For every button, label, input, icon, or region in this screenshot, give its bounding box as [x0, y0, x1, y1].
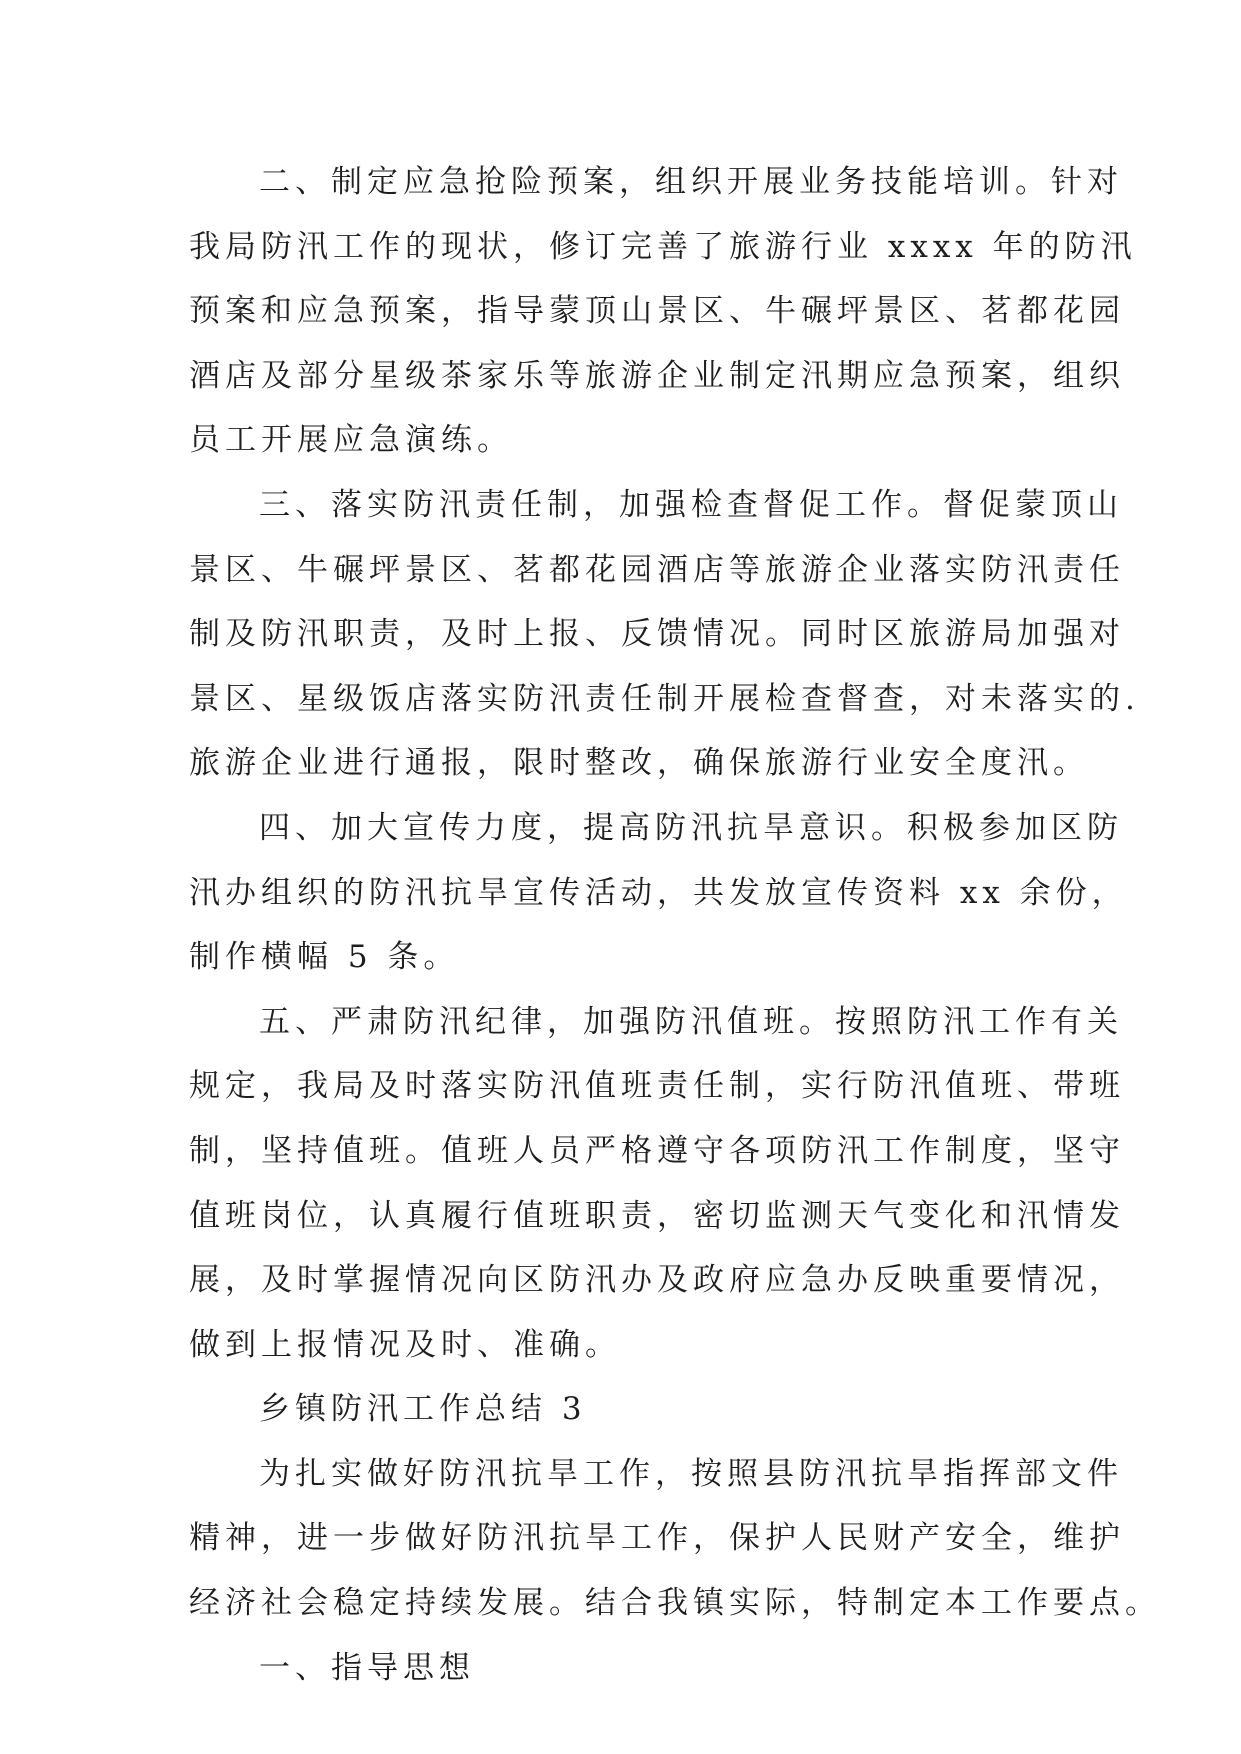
text-line: 景区、星级饭店落实防汛责任制开展检查督查，对未落实的. — [189, 680, 1140, 717]
text-line: 三、落实防汛责任制，加强检查督促工作。督促蒙顶山 — [259, 486, 1123, 523]
text-line: 酒店及部分星级茶家乐等旅游企业制定汛期应急预案，组织 — [189, 357, 1125, 394]
document-body — [189, 150, 1161, 1700]
text-line: 员工开展应急演练。 — [189, 422, 513, 459]
text-line: 我局防汛工作的现状，修订完善了旅游行业 xxxx 年的防汛 — [189, 228, 1137, 265]
text-line: 展，及时掌握情况向区防汛办及政府应急办反映重要情况， — [189, 1262, 1125, 1299]
text-line: 五、严肃防汛纪律，加强防汛值班。按照防汛工作有关 — [259, 1003, 1123, 1040]
section-heading: 乡镇防汛工作总结 3 — [259, 1391, 587, 1428]
text-line: 为扎实做好防汛抗旱工作，按照县防汛抗旱指挥部文件 — [259, 1455, 1123, 1492]
text-line: 四、加大宣传力度，提高防汛抗旱意识。积极参加区防 — [259, 809, 1123, 846]
text-line: 汛办组织的防汛抗旱宣传活动，共发放宣传资料 xx 余份， — [189, 874, 1128, 911]
text-line: 旅游企业进行通报，限时整改，确保旅游行业安全度汛。 — [189, 745, 1089, 782]
text-line: 预案和应急预案，指导蒙顶山景区、牛碾坪景区、茗都花园 — [189, 293, 1125, 330]
text-line: 制作横幅 5 条。 — [189, 939, 460, 976]
subsection-heading: 一、指导思想 — [259, 1649, 475, 1686]
text-line: 规定，我局及时落实防汛值班责任制，实行防汛值班、带班 — [189, 1068, 1125, 1105]
text-line: 经济社会稳定持续发展。结合我镇实际，特制定本工作要点。 — [189, 1585, 1161, 1622]
text-line: 制，坚持值班。值班人员严格遵守各项防汛工作制度，坚守 — [189, 1132, 1125, 1169]
text-line: 景区、牛碾坪景区、茗都花园酒店等旅游企业落实防汛责任 — [189, 551, 1125, 588]
text-line: 精神，进一步做好防汛抗旱工作，保护人民财产安全，维护 — [189, 1520, 1125, 1557]
text-line: 值班岗位，认真履行值班职责，密切监测天气变化和汛情发 — [189, 1197, 1125, 1234]
text-line: 做到上报情况及时、准确。 — [189, 1326, 621, 1363]
text-line: 二、制定应急抢险预案，组织开展业务技能培训。针对 — [259, 164, 1123, 200]
text-line: 制及防汛职责，及时上报、反馈情况。同时区旅游局加强对 — [189, 616, 1125, 653]
